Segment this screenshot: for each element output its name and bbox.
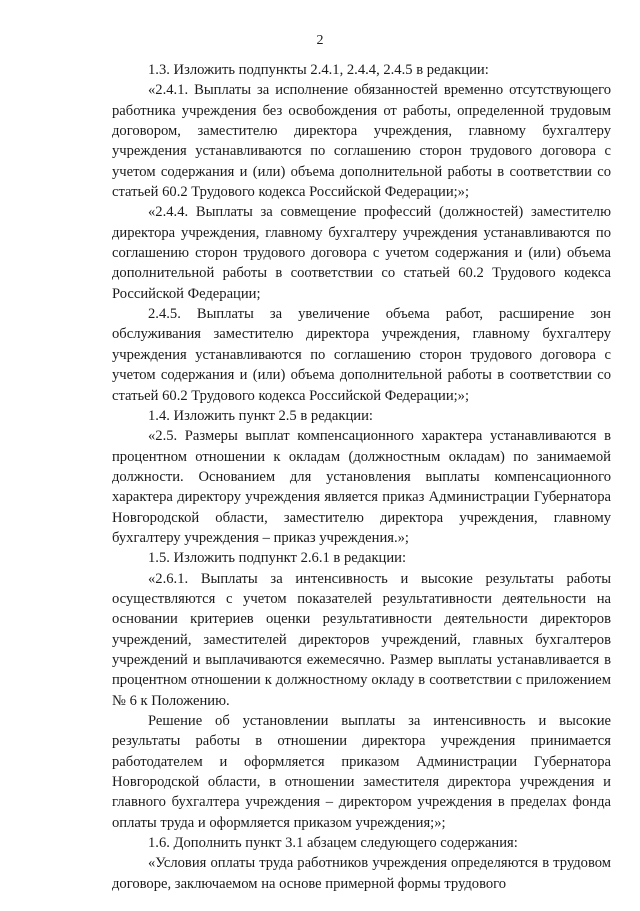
paragraph-decision: Решение об установлении выплаты за интенсивность и высокие результаты работы в отношении директора учреждения принимается работодателем и оформляется приказом Администрации Губернатора Новгородской области, в отношении заместителя директора учреждения и главного бухгалтера учреждения – директором учреждения в пределах фонда оплаты труда и оформляется приказом учреждения;»; xyxy=(112,713,611,831)
paragraph-1-4: 1.4. Изложить пункт 2.5 в редакции: xyxy=(148,407,373,424)
paragraph-2-5: «2.5. Размеры выплат компенсационного характера устанавливаются в процентном отношении к окладам (должностным окладам) по занимаемой должности. Основанием для установления выплаты компенсационного характера директору учреждения является приказ Администрации Губернатора Новгородской области, заместителю директора учреждения, главному бухгалтеру учреждения – приказ учреждения.»; xyxy=(112,428,611,546)
paragraph-2-4-5: 2.4.5. Выплаты за увеличение объема работ, расширение зон обслуживания заместителю директора учреждения, главному бухгалтеру учреждения устанавливаются по соглашению сторон трудового договора с учетом содержания и (или) объема дополнительной работы в соответствии со статьей 60.2 Трудового кодекса Российской Федерации;»; xyxy=(112,306,611,404)
paragraph-conditions: «Условия оплаты труда работников учреждения определяются в трудовом договоре, заключаемом на основе примерной формы трудового xyxy=(112,855,611,892)
paragraph-2-6-1: «2.6.1. Выплаты за интенсивность и высокие результаты работы осуществляются с учетом показателей результативности деятельности на основании критериев оценки результативности деятельности директоров учреждений, заместителей директоров учреждений, главных бухгалтеров учреждений и выплачиваются ежемесячно. Размер выплаты устанавливается в процентном отношении к должностному окладу в соответствии с приложением № 6 к Положению. xyxy=(112,570,611,709)
paragraph-1-5: 1.5. Изложить подпункт 2.6.1 в редакции: xyxy=(148,550,407,567)
paragraph-1-6: 1.6. Дополнить пункт 3.1 абзацем следующего содержания: xyxy=(148,835,518,852)
page-number: 2 xyxy=(316,33,324,48)
paragraph-1-3: 1.3. Изложить подпункты 2.4.1, 2.4.4, 2.4.5 в редакции: xyxy=(148,62,489,78)
document-body xyxy=(112,60,611,894)
paragraph-2-4-1: «2.4.1. Выплаты за исполнение обязанностей временно отсутствующего работника учреждения без освобождения от работы, определенной трудовым договором, заместителю директора учреждения, главному бухгалтеру учреждения устанавливаются по соглашению сторон трудового договора с учетом содержания и (или) объема дополнительной работы в соответствии со статьей 60.2 Трудового кодекса Российской Федерации;»; xyxy=(112,82,611,201)
paragraph-2-4-4: «2.4.4. Выплаты за совмещение профессий (должностей) заместителю директора учреждения, главному бухгалтеру учреждения устанавливаются по соглашению сторон трудового договора с учетом содержания и (или) объема дополнительной работы в соответствии со статьей 60.2 Трудового кодекса Российской Федерации; xyxy=(112,204,611,302)
